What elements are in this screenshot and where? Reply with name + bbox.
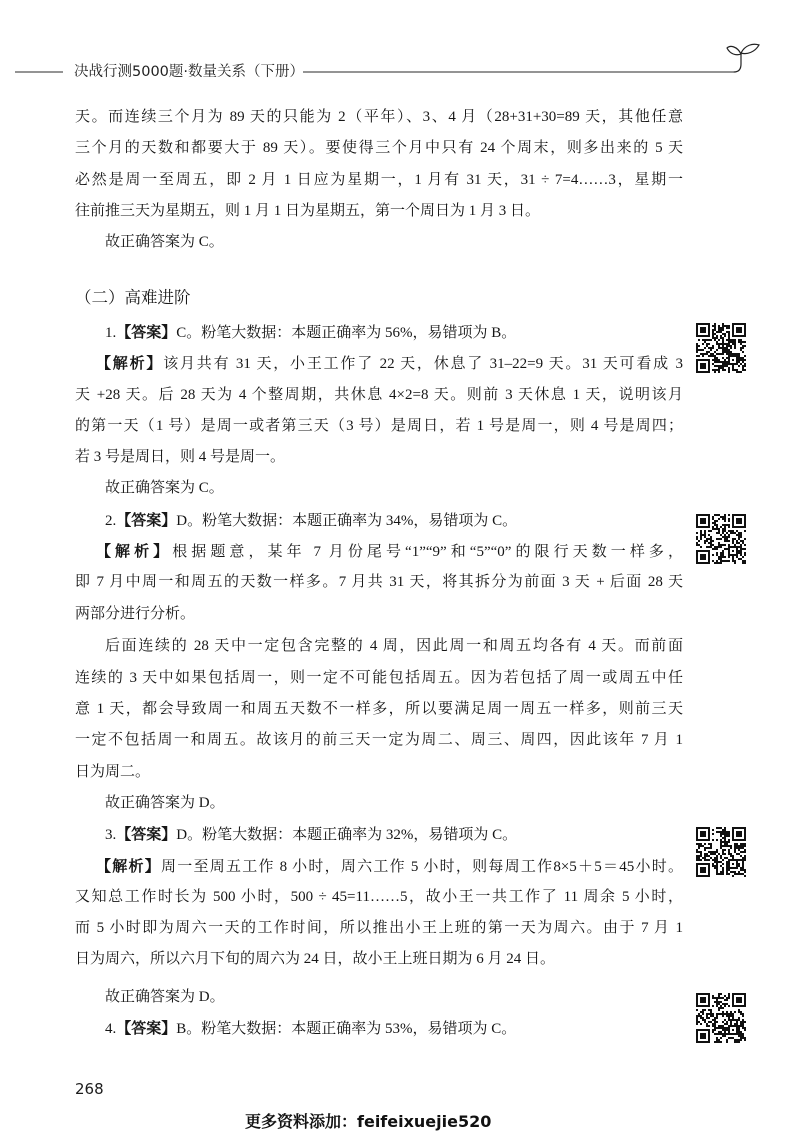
answer-conclusion: 故正确答案为 C。 bbox=[105, 480, 224, 497]
analysis-line: 即 7 月中周一和周五的天数一样多。7 月共 31 天，将其拆分为前面 3 天 + 后面 28 天 bbox=[75, 574, 683, 591]
running-header-title: 决战行测5000题·数量关系（下册） bbox=[74, 64, 305, 80]
answer-label: 【答案】 bbox=[116, 1019, 177, 1037]
analysis-line: 意 1 天，都会导致周一和周五天数不一样多，所以要满足周一周五一样多，则前三天 bbox=[75, 701, 683, 718]
analysis-line: 的第一天（1 号）是周一或者第三天（3 号）是周日，若 1 号是周一，则 4 号是周四； bbox=[75, 417, 683, 434]
answer-text: D。粉笔大数据：本题正确率为 32%，易错项为 C。 bbox=[176, 827, 518, 844]
analysis-line bbox=[75, 851, 683, 882]
analysis-line: 若 3 号是周日，则 4 号是周一。 bbox=[75, 449, 286, 466]
analysis-text: 该月共有 31 天，小王工作了 22 天，休息了 31–22=9 天。31 天可看成 3 bbox=[163, 356, 683, 373]
qr-code-icon[interactable] bbox=[696, 514, 746, 564]
page-number: 268 bbox=[75, 1080, 104, 1098]
analysis-label: 【解析】 bbox=[96, 542, 173, 561]
analysis-text: 周一至周五工作 8 小时，周六工作 5 小时，则每周工作8×5＋5＝45小时。 bbox=[160, 858, 683, 875]
question-number: 3. bbox=[105, 827, 117, 844]
intro-line: 往前推三天为星期五，则 1 月 1 日为星期五，第一个周日为 1 月 3 日。 bbox=[75, 202, 541, 219]
analysis-label: 【解析】 bbox=[96, 354, 164, 373]
page-body bbox=[75, 102, 683, 1044]
analysis-line: 天 +28 天。后 28 天为 4 个整周期，共休息 4×2=8 天。则前 3 天休息 1 天，说明该月 bbox=[75, 386, 683, 403]
answer-conclusion: 故正确答案为 C。 bbox=[105, 234, 224, 251]
answer-conclusion: 故正确答案为 D。 bbox=[105, 794, 225, 811]
answer-text: B。粉笔大数据：本题正确率为 53%，易错项为 C。 bbox=[176, 1021, 517, 1037]
answer-label: 【答案】 bbox=[116, 322, 177, 341]
answer-text: D。粉笔大数据：本题正确率为 34%，易错项为 C。 bbox=[176, 512, 518, 529]
answer-label: 【答案】 bbox=[116, 510, 177, 529]
analysis-line: 连续的 3 天中如果包括周一，则一定不可能包括周五。因为若包括了周一或周五中任 bbox=[75, 669, 683, 686]
section-heading: （二）高难进阶 bbox=[75, 288, 191, 308]
answer-conclusion: 故正确答案为 D。 bbox=[105, 988, 225, 1005]
footer-note: 更多资料添加：feifeixuejie520 bbox=[245, 1112, 492, 1131]
analysis-text: 根据题意，某年 7 月份尾号“1”“9”和“5”“0”的限行天数一样多， bbox=[172, 544, 683, 561]
analysis-line: 一定不包括周一和周五。故该月的前三天一定为周二、周三、周四，因此该年 7 月 1 bbox=[75, 732, 683, 749]
question-number: 1. bbox=[105, 324, 117, 341]
sprout-stem bbox=[734, 53, 741, 72]
qr-code-icon[interactable] bbox=[696, 993, 746, 1043]
qr-code-icon[interactable] bbox=[696, 323, 746, 373]
answer-line bbox=[75, 819, 683, 850]
analysis-line: 日为周六，所以六月下旬的周六为 24 日，故小王上班日期为 6 月 24 日。 bbox=[75, 951, 556, 968]
sprout-icon bbox=[727, 44, 759, 72]
answer-text: C。粉笔大数据：本题正确率为 56%，易错项为 B。 bbox=[176, 324, 517, 341]
analysis-line: 后面连续的 28 天中一定包含完整的 4 周，因此周一和周五均各有 4 天。而前面 bbox=[105, 638, 683, 655]
answer-line bbox=[75, 505, 683, 536]
analysis-line: 两部分进行分析。 bbox=[75, 605, 196, 622]
intro-line: 天。而连续三个月为 89 天的只能为 2（平年）、3、4 月（28+31+30=89 天，其他任意 bbox=[75, 109, 683, 125]
analysis-line bbox=[75, 348, 683, 379]
answer-line bbox=[75, 317, 683, 348]
question-number: 4. bbox=[105, 1021, 117, 1037]
intro-line: 必然是周一至周五，即 2 月 1 日应为星期一，1 月有 31 天，31 ÷ 7=4……3，星期一 bbox=[75, 171, 683, 188]
answer-label: 【答案】 bbox=[116, 825, 177, 844]
question-number: 2. bbox=[105, 512, 117, 529]
answer-line bbox=[75, 1013, 683, 1044]
analysis-line: 而 5 小时即为周六一天的工作时间，所以推出小王上班的第一天为周六。由于 7 月 1 bbox=[75, 920, 683, 937]
sprout-leaf-right bbox=[741, 44, 759, 53]
qr-code-icon[interactable] bbox=[696, 827, 746, 877]
intro-line: 三个月的天数和都要大于 89 天）。要使得三个月中只有 24 个周末，则多出来的 5 天 bbox=[75, 140, 683, 157]
analysis-line: 日为周二。 bbox=[75, 763, 151, 780]
analysis-label: 【解析】 bbox=[96, 856, 161, 875]
analysis-line bbox=[75, 536, 683, 567]
sprout-leaf-left bbox=[727, 46, 741, 54]
analysis-line: 又知总工作时长为 500 小时，500 ÷ 45=11……5，故小王一共工作了 11 周余 5 小时， bbox=[75, 888, 683, 905]
